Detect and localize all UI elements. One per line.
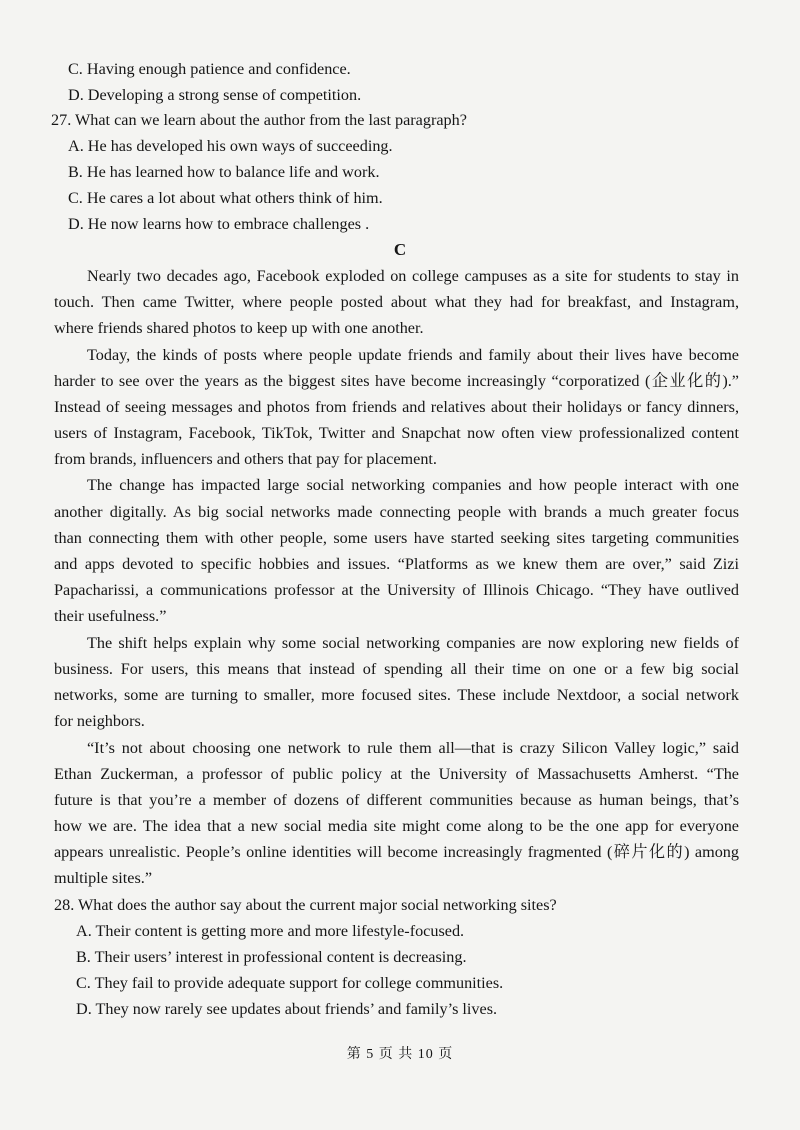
passage-line: Nearly two decades ago, Facebook exploded on college campuses as a site for students to stay in	[87, 267, 739, 285]
q27-question: 27. What can we learn about the author from the last paragraph?	[51, 111, 467, 129]
passage-line: from brands, influencers and others that pay for placement.	[54, 450, 437, 468]
passage-line: how we are. The idea that a new social media site might come along to be the one app for everyone	[54, 817, 739, 835]
passage-line: for neighbors.	[54, 712, 145, 730]
q27-option-d: D. He now learns how to embrace challenges .	[68, 215, 370, 233]
q28-option-a: A. Their content is getting more and more lifestyle-focused.	[76, 922, 465, 940]
passage-line: users of Instagram, Facebook, TikTok, Twitter and Snapchat now often view professionalized content	[54, 424, 739, 442]
passage-line: and apps devoted to specific hobbies and issues. “Platforms as we knew them are over,” said Zizi	[54, 555, 739, 573]
q28-option-b: B. Their users’ interest in professional content is decreasing.	[76, 948, 467, 966]
passage-line: another digitally. As big social networks made connecting people with brands a much greater focus	[54, 503, 739, 521]
passage-line: multiple sites.”	[54, 869, 153, 887]
passage-line: where friends shared photos to keep up with one another.	[54, 319, 424, 337]
passage-line: Papacharissi, a communications professor at the University of Illinois Chicago. “They have outlived	[54, 581, 739, 599]
passage-line: Ethan Zuckerman, a professor of public policy at the University of Massachusetts Amherst. “The	[54, 765, 739, 783]
passage-line: future is that you’re a member of dozens of different communities because as human beings, that’s	[54, 791, 739, 809]
passage-line: “It’s not about choosing one network to rule them all—that is crazy Silicon Valley logic,” said	[87, 739, 739, 757]
q27-option-c: C. He cares a lot about what others think of him.	[68, 189, 383, 207]
q27-option-a: A. He has developed his own ways of succeeding.	[68, 137, 393, 155]
q28-option-d: D. They now rarely see updates about friends’ and family’s lives.	[76, 1000, 498, 1018]
passage-line: networks, some are turning to smaller, more focused sites. These include Nextdoor, a social network	[54, 686, 739, 704]
q26-option-c: C. Having enough patience and confidence.	[68, 60, 351, 78]
passage-line: The change has impacted large social networking companies and how people interact with one	[87, 476, 739, 494]
passage-line: harder to see over the years as the biggest sites have become increasingly “corporatized (企业化的).”	[54, 372, 739, 390]
passage-line: their usefulness.”	[54, 607, 167, 625]
section-heading: C	[393, 240, 407, 259]
passage-line: touch. Then came Twitter, where people posted about what they had for breakfast, and Instagram,	[54, 293, 739, 311]
page-number: 第 5 页 共 10 页	[346, 1047, 454, 1062]
q28-question: 28. What does the author say about the current major social networking sites?	[54, 896, 557, 914]
q26-option-d: D. Developing a strong sense of competition.	[68, 86, 362, 104]
passage-line: than connecting them with other people, some users have started seeking sites targeting communities	[54, 529, 739, 547]
passage-line: appears unrealistic. People’s online identities will become increasingly fragmented (碎片化的) among	[54, 843, 739, 861]
passage-line: Instead of seeing messages and photos from friends and relatives about their holidays or fancy dinners,	[54, 398, 739, 416]
q28-option-c: C. They fail to provide adequate support for college communities.	[76, 974, 504, 992]
passage-line: Today, the kinds of posts where people update friends and family about their lives have become	[87, 346, 739, 364]
passage-line: The shift helps explain why some social networking companies are now exploring new fields of	[87, 634, 739, 652]
passage-line: business. For users, this means that instead of spending all their time on one or a few big social	[54, 660, 739, 678]
q27-option-b: B. He has learned how to balance life and work.	[68, 163, 380, 181]
